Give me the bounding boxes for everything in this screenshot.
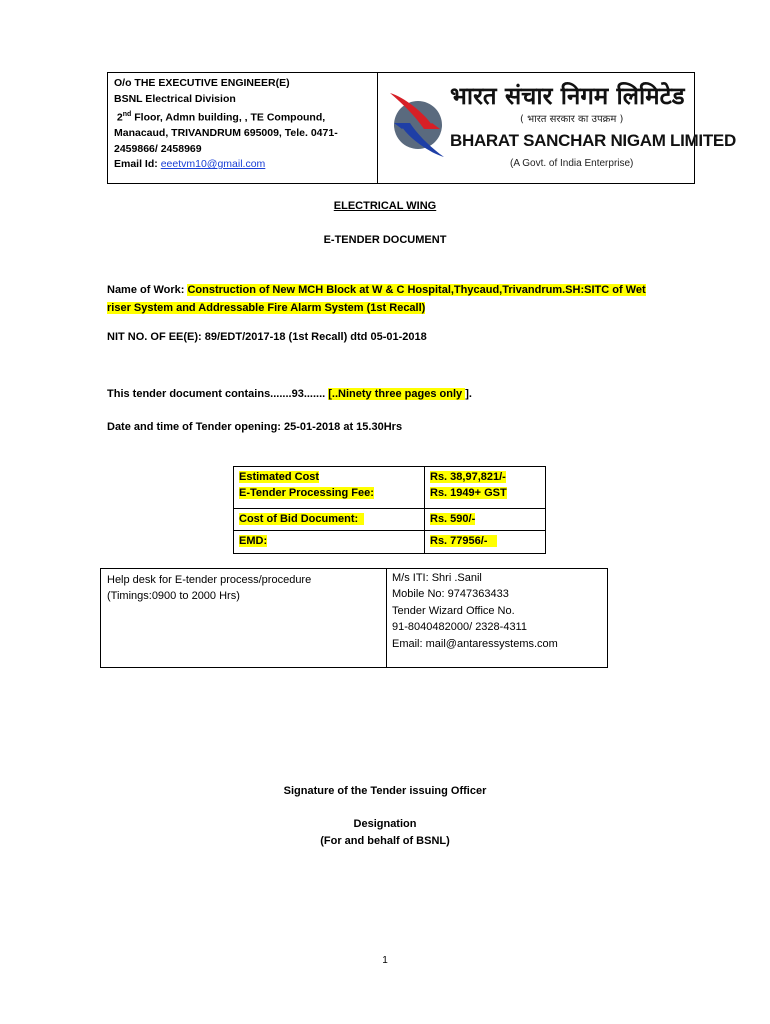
helpdesk-contact-name: M/s ITI: Shri .Sanil <box>392 572 482 584</box>
nit-number: NIT NO. OF EE(E): 89/EDT/2017-18 (1st Recall) dtd 05-01-2018 <box>107 331 427 343</box>
designation-label: Designation <box>353 818 417 830</box>
helpdesk-contact <box>392 570 558 652</box>
english-company-name: BHARAT SANCHAR NIGAM LIMITED <box>450 131 736 150</box>
helpdesk-office-phone: 91-8040482000/ 2328-4311 <box>392 621 527 634</box>
emd-value-cell <box>424 530 546 554</box>
bid-doc-value-cell <box>424 508 546 531</box>
helpdesk-office-label: Tender Wizard Office No. <box>392 604 515 617</box>
bid-doc-label: Cost of Bid Document: <box>239 513 359 525</box>
office-title: O/o THE EXECUTIVE ENGINEER(E) <box>114 77 290 89</box>
division-name: BSNL Electrical Division <box>114 92 236 105</box>
hindi-subtitle: ( भारत सरकार का उपक्रम ) <box>520 114 624 125</box>
email-line: Email Id: eeetvm10@gmail.com <box>114 158 266 170</box>
page-number: 1 <box>382 955 388 966</box>
wing-title: ELECTRICAL WING <box>333 200 437 212</box>
floor-line: 2nd Floor, Admn building, , TE Compound, <box>116 111 326 124</box>
page-count-line: This tender document contains.......93....... [..Ninety three pages only ]. <box>107 388 472 400</box>
cost-labels-cell <box>233 466 425 509</box>
helpdesk-table <box>100 568 608 668</box>
header-divider <box>377 73 378 183</box>
bsnl-logo <box>384 81 736 177</box>
processing-fee-label: E-Tender Processing Fee: <box>239 487 374 499</box>
name-of-work-label: Name of Work: <box>107 284 188 296</box>
bid-doc-value: Rs. 590/- <box>430 513 476 525</box>
tender-opening: Date and time of Tender opening: 25-01-2018 at 15.30Hrs <box>107 421 403 433</box>
bsnl-emblem-icon <box>384 83 448 169</box>
hindi-company-name: भारत संचार निगम लिमिटेड <box>450 82 685 110</box>
cost-values-cell <box>424 466 546 509</box>
estimated-cost-label: Estimated Cost <box>239 471 320 483</box>
office-address <box>114 76 372 173</box>
name-of-work-value-cont: riser System and Addressable Fire Alarm System (1st Recall) <box>107 302 426 314</box>
signature-label: Signature of the Tender issuing Officer <box>283 785 487 797</box>
estimated-cost-value: Rs. 38,97,821/- <box>430 471 506 483</box>
name-of-work-value: Construction of New MCH Block at W & C Hospital,Thycaud,Trivandrum.SH:SITC of Wet <box>187 284 646 296</box>
helpdesk-divider <box>386 569 387 667</box>
emd-value: Rs. 77956/- <box>430 535 488 547</box>
bid-doc-label-cell <box>233 508 425 531</box>
helpdesk-email: Email: mail@antaressystems.com <box>392 637 558 650</box>
page-count-highlight: [..Ninety three pages only <box>328 388 466 400</box>
processing-fee-value: Rs. 1949+ GST <box>430 487 507 499</box>
phone-numbers: 2459866/ 2458969 <box>114 142 202 155</box>
govt-subtitle: (A Govt. of India Enterprise) <box>510 158 634 169</box>
helpdesk-mobile: Mobile No: 9747363433 <box>392 588 509 601</box>
emd-label-cell <box>233 530 425 554</box>
letterhead-box <box>107 72 736 184</box>
address-line: Manacaud, TRIVANDRUM 695009, Tele. 0471- <box>114 127 338 139</box>
emd-label: EMD: <box>239 535 268 547</box>
email-link[interactable]: eeetvm10@gmail.com <box>160 158 266 170</box>
name-of-work <box>107 281 687 317</box>
document-title: E-TENDER DOCUMENT <box>323 234 447 246</box>
helpdesk-description: Help desk for E-tender process/procedure (Timings:0900 to 2000 Hrs) <box>107 574 312 602</box>
on-behalf-label: (For and behalf of BSNL) <box>320 835 450 847</box>
